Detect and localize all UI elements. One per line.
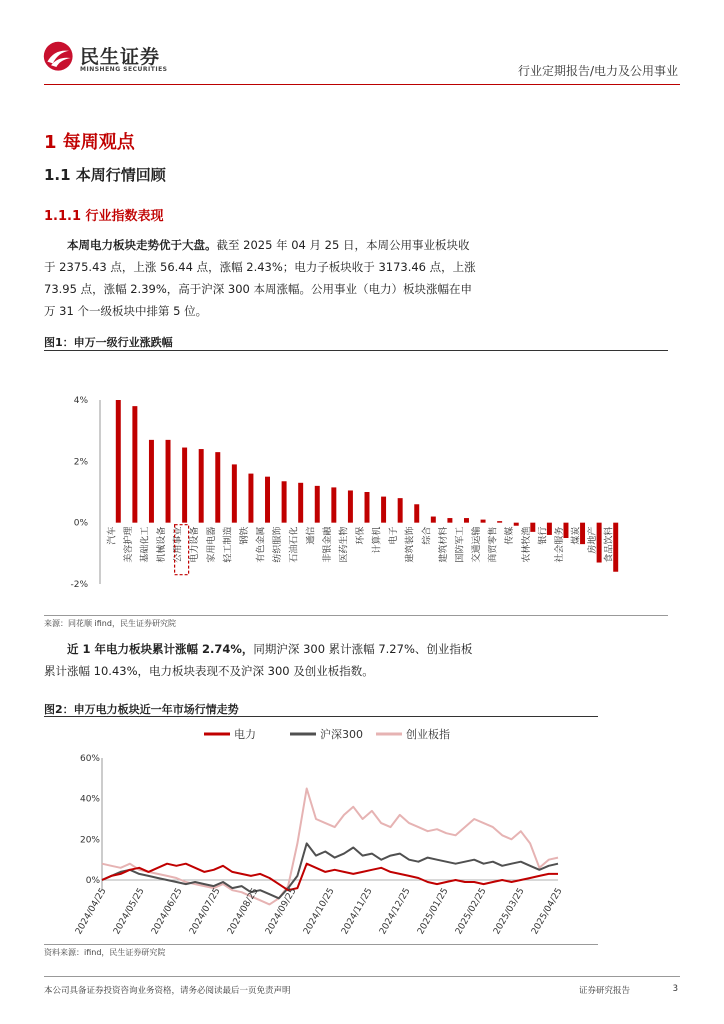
bar (149, 440, 154, 523)
paragraph-lead: 近 1 年电力板块累计涨幅 2.74%， (67, 642, 254, 656)
category-label: 轻工制造 (223, 526, 234, 563)
bar (348, 490, 353, 522)
x-tick-label: 2025/01/25 (416, 886, 451, 937)
y-tick-label: 2% (73, 457, 88, 468)
section-heading-1: 1 每周观点 (44, 132, 135, 153)
bar (298, 483, 303, 523)
x-tick-label: 2024/10/25 (302, 886, 337, 937)
x-tick-label: 2024/12/25 (378, 886, 413, 937)
page-number: 3 (672, 984, 678, 994)
line-chart-market-trend (44, 720, 598, 942)
section-heading-2: 1.1 本周行情回顾 (44, 166, 166, 184)
paragraph-lead: 本周电力板块走势优于大盘。 (67, 238, 217, 252)
category-label: 美容护理 (123, 526, 134, 563)
x-tick-label: 2025/04/25 (530, 886, 565, 937)
category-label: 家用电器 (206, 526, 217, 563)
figure-2-rule (44, 716, 598, 717)
category-label: 房地产 (588, 526, 599, 554)
y-tick-label: 40% (79, 794, 100, 805)
category-label: 钢铁 (239, 526, 250, 545)
figure-2-bottom-rule (44, 944, 598, 945)
series-line (102, 789, 558, 905)
logo-mark (42, 40, 78, 76)
category-label: 公用事业 (173, 526, 184, 563)
figure-2-source: 资料来源：ifind，民生证券研究院 (44, 948, 166, 957)
bar (331, 487, 336, 522)
bar (116, 400, 121, 523)
bar (132, 406, 137, 523)
category-label: 传媒 (505, 526, 516, 545)
category-label: 银行 (538, 526, 549, 545)
category-label: 农林牧渔 (521, 526, 532, 563)
y-tick-label: 60% (79, 754, 100, 764)
y-tick-label: 20% (79, 835, 100, 846)
y-tick-label: 4% (73, 396, 88, 406)
header-divider (44, 84, 680, 85)
section-heading-3: 1.1.1 行业指数表现 (44, 209, 164, 224)
x-tick-label: 2024/04/25 (74, 886, 109, 937)
x-tick-label: 2024/05/25 (112, 886, 147, 937)
x-tick-label: 2025/03/25 (492, 886, 527, 937)
paragraph-body: 同期沪深 300 累计涨幅 7.27%、创业指板累计涨幅 10.43%，电力板块表现不及沪深 300 及创业板指数。 (44, 642, 473, 678)
bar (215, 452, 220, 523)
category-label: 基础化工 (140, 526, 151, 563)
figure-1-bottom-rule (44, 615, 668, 616)
figure-1-rule (44, 350, 668, 351)
logo-text-en: MINSHENG SECURITIES (80, 66, 168, 73)
footer-divider (44, 976, 680, 977)
bar (414, 504, 419, 522)
bar (481, 520, 486, 523)
category-label: 电力设备 (190, 526, 201, 563)
category-label: 国防军工 (455, 526, 466, 563)
x-tick-label: 2024/08/25 (226, 886, 261, 937)
x-tick-label: 2025/02/25 (454, 886, 489, 937)
category-label: 交通运输 (472, 526, 483, 563)
bar (431, 517, 436, 523)
category-label: 医药生物 (339, 526, 350, 563)
category-label: 商贸零售 (488, 526, 499, 563)
bar (199, 449, 204, 523)
bar-chart-industry (44, 354, 624, 612)
paragraph-body: 截至 2025 年 04 月 25 日，本周公用事业板块收于 2375.43 点，上涨 56.44 点，涨幅 2.43%；电力子板块收于 3173.46 点，上涨 73.95 点，涨幅 2.39%，高于沪深 300 本周涨幅。公用事业（电力）板块涨幅在申万 31 个一级板块中排第 5 位。 (44, 238, 476, 318)
bar (232, 464, 237, 522)
figure-2-title: 图2：申万电力板块近一年市场行情走势 (44, 703, 239, 716)
bar (447, 518, 452, 523)
category-label: 机械设备 (157, 526, 168, 563)
x-tick-label: 2024/11/25 (340, 886, 375, 937)
legend-label: 沪深300 (320, 728, 363, 741)
category-label: 建筑材料 (438, 526, 449, 563)
category-label: 建筑装饰 (405, 526, 416, 563)
category-label: 电子 (389, 526, 400, 545)
y-tick-label: 0% (73, 518, 88, 529)
x-tick-label: 2024/09/25 (264, 886, 299, 937)
x-tick-label: 2024/06/25 (150, 886, 185, 937)
y-tick-label: 0% (85, 876, 100, 886)
y-tick-label: -2% (70, 580, 88, 590)
bar (514, 523, 519, 526)
bar (365, 492, 370, 523)
legend-label: 电力 (234, 728, 256, 741)
category-label: 汽车 (107, 526, 118, 545)
bar (315, 486, 320, 523)
category-label: 有色金属 (256, 526, 267, 563)
header-category: 行业定期报告/电力及公用事业 (517, 64, 678, 78)
category-label: 非银金融 (322, 526, 333, 563)
category-label: 食品饮料 (604, 526, 615, 563)
category-label: 环保 (356, 526, 366, 545)
legend-label: 创业板指 (406, 728, 450, 741)
category-label: 综合 (422, 526, 433, 545)
category-label: 通信 (306, 526, 317, 545)
bar (464, 518, 469, 523)
bar (497, 521, 502, 523)
bar (265, 477, 270, 523)
bar (166, 440, 171, 523)
x-tick-label: 2024/07/25 (188, 886, 223, 937)
bar (381, 497, 386, 523)
logo-text-cn: 民生证券 (80, 46, 161, 68)
category-label: 石油石化 (289, 526, 300, 563)
bar (282, 481, 287, 522)
category-label: 计算机 (372, 526, 383, 554)
figure-1-source: 来源：同花顺 ifind，民生证券研究院 (44, 619, 176, 628)
footer-report-type: 证券研究报告 (578, 986, 630, 996)
paragraph-annual-review (44, 638, 480, 682)
bar (248, 474, 253, 523)
category-label: 纺织服饰 (273, 526, 284, 563)
paragraph-weekly-review (44, 234, 480, 322)
category-label: 社会服务 (554, 526, 565, 563)
footer-disclaimer: 本公司具备证券投资咨询业务资格，请务必阅读最后一页免责声明 (44, 986, 291, 996)
bar (182, 448, 187, 523)
figure-1-title: 图1：申万一级行业涨跌幅 (44, 336, 173, 349)
bar (398, 498, 403, 523)
category-label: 煤炭 (571, 526, 582, 545)
